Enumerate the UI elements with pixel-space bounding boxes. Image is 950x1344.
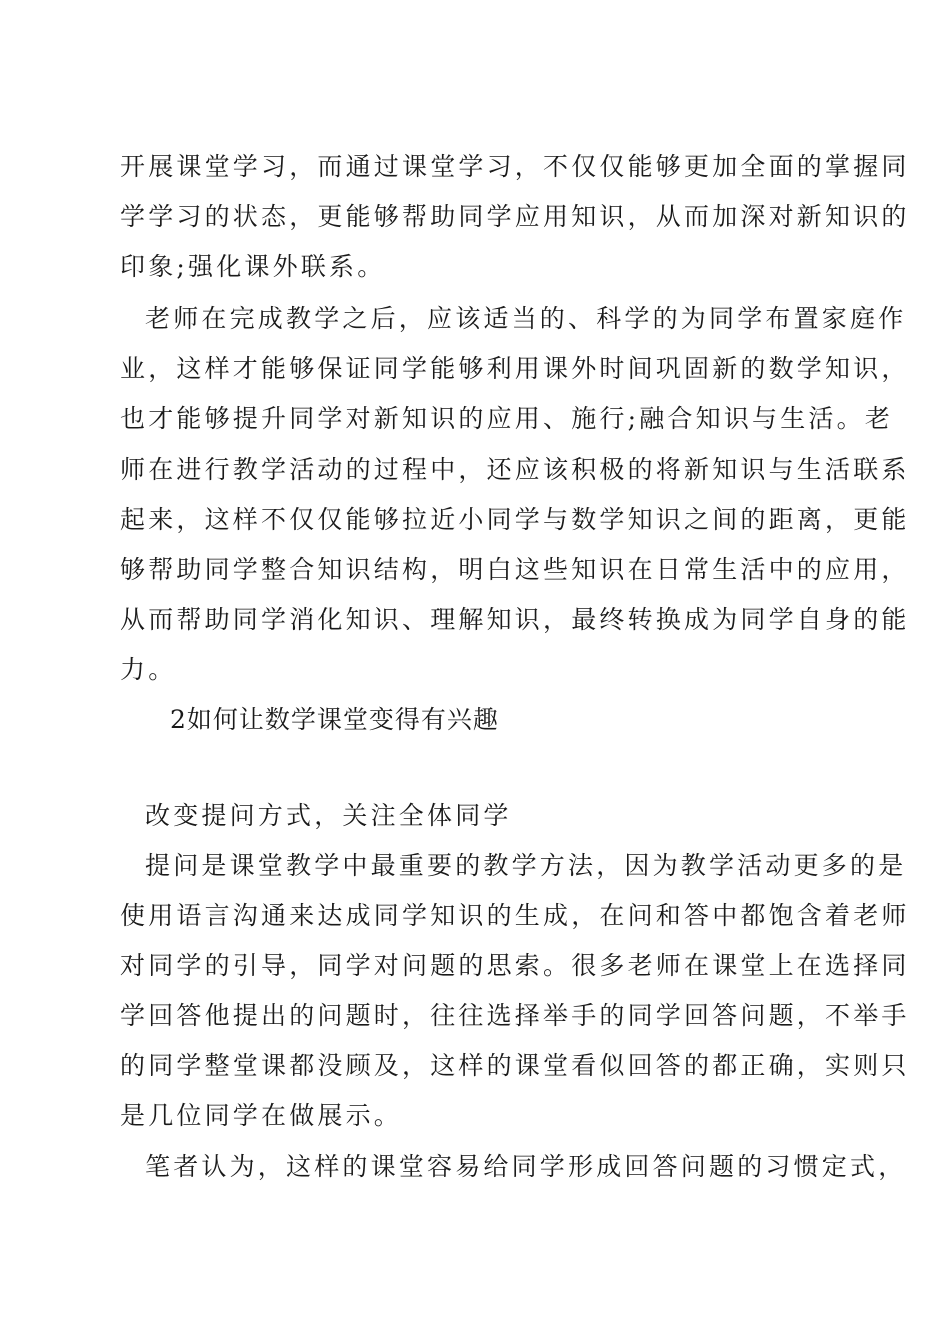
paragraph-line: 开展课堂学习，而通过课堂学习，不仅仅能够更加全面的掌握同	[120, 152, 910, 181]
paragraph-line: 学学习的状态，更能够帮助同学应用知识，从而加深对新知识的	[120, 202, 910, 231]
subsection-heading: 改变提问方式，关注全体同学	[145, 801, 512, 830]
paragraph-line: 是几位同学在做展示。	[120, 1101, 403, 1130]
paragraph-line: 业，这样才能够保证同学能够利用课外时间巩固新的数学知识，	[120, 354, 910, 383]
paragraph-line: 也才能够提升同学对新知识的应用、施行;融合知识与生活。老	[120, 404, 894, 433]
section-heading: 2如何让数学课堂变得有兴趣	[170, 705, 499, 734]
paragraph-line: 的同学整堂课都没顾及，这样的课堂看似回答的都正确，实则只	[120, 1051, 910, 1080]
paragraph-line: 学回答他提出的问题时，往往选择举手的同学回答问题，不举手	[120, 1001, 910, 1030]
paragraph-line: 对同学的引导，同学对问题的思索。很多老师在课堂上在选择同	[120, 951, 910, 980]
paragraph-line: 提问是课堂教学中最重要的教学方法，因为教学活动更多的是	[145, 851, 907, 880]
paragraph-line: 师在进行教学活动的过程中，还应该积极的将新知识与生活联系	[120, 455, 910, 484]
paragraph-line: 从而帮助同学消化知识、理解知识，最终转换成为同学自身的能	[120, 605, 910, 634]
paragraph-line: 力。	[120, 655, 177, 684]
paragraph-line: 起来，这样不仅仅能够拉近小同学与数学知识之间的距离，更能	[120, 505, 910, 534]
paragraph-line: 笔者认为，这样的课堂容易给同学形成回答问题的习惯定式，	[145, 1152, 907, 1181]
paragraph-line: 使用语言沟通来达成同学知识的生成，在问和答中都饱含着老师	[120, 901, 910, 930]
paragraph-line: 印象;强化课外联系。	[120, 252, 386, 281]
paragraph-line: 够帮助同学整合知识结构，明白这些知识在日常生活中的应用，	[120, 555, 910, 584]
paragraph-line: 老师在完成教学之后，应该适当的、科学的为同学布置家庭作	[145, 304, 907, 333]
